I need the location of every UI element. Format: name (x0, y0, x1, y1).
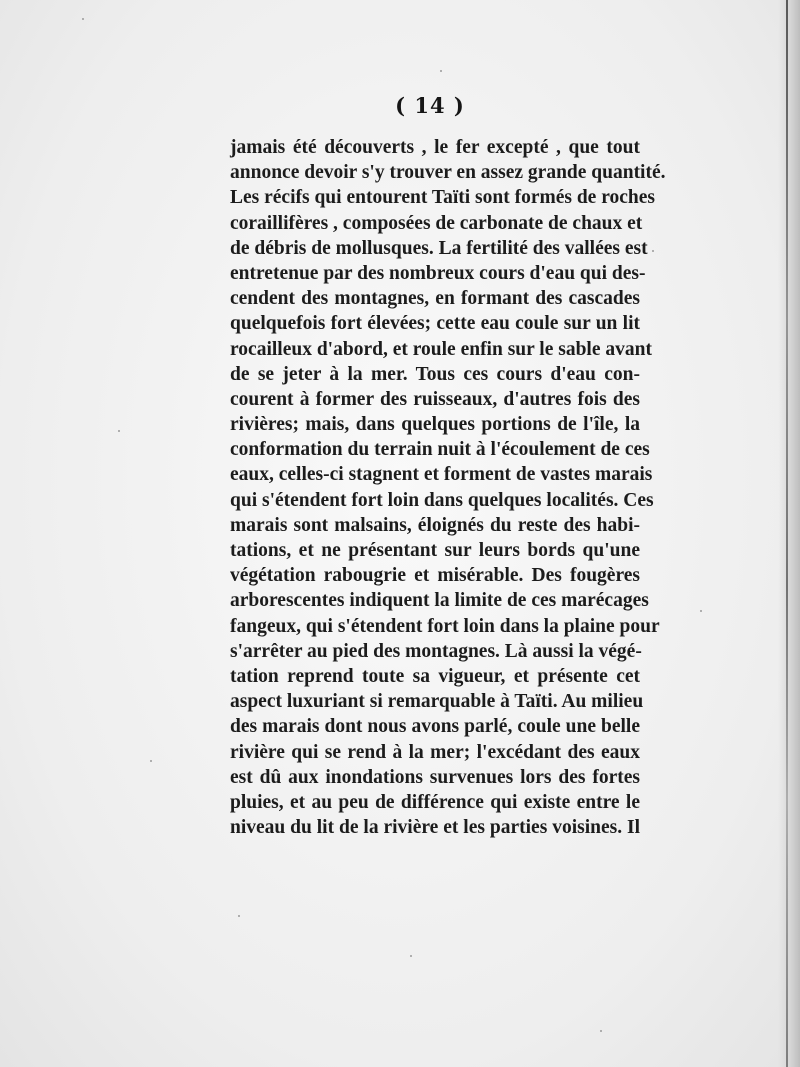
text-line: arborescentes indiquent la limite de ces marécages (230, 590, 649, 612)
text-line: conformation du terrain nuit à l'écoulement de ces (230, 439, 650, 461)
text-line: est dû aux inondations survenues lors des fortes (230, 766, 640, 788)
text-line: entretenue par des nombreux cours d'eau qui des- (230, 262, 646, 284)
paper-speck (118, 430, 120, 432)
text-line: s'arrêter au pied des montagnes. Là aussi la végé- (230, 640, 642, 662)
text-line: fangeux, qui s'étendent fort loin dans la plaine pour (230, 615, 660, 637)
paper-speck (150, 760, 152, 762)
binding-edge-line (786, 0, 788, 1067)
text-line: rivière qui se rend à la mer; l'excédant des eaux (230, 741, 640, 763)
text-line: jamais été découverts , le fer excepté , que tout (230, 137, 640, 158)
paper-speck (652, 250, 654, 252)
text-line: rocailleux d'abord, et roule enfin sur le sable avant (230, 338, 652, 360)
text-line: niveau du lit de la rivière et les parties voisines. Il (230, 817, 640, 839)
text-line: cendent des montagnes, en formant des cascades (230, 288, 640, 310)
text-line: de se jeter à la mer. Tous ces cours d'eau con- (230, 363, 640, 385)
text-line: quelquefois fort élevées; cette eau coule sur un lit (230, 313, 640, 335)
page-number: ( 14 ) (395, 93, 465, 118)
text-line: végétation rabougrie et misérable. Des fougères (230, 565, 640, 587)
text-line: tations, et ne présentant sur leurs bords qu'une (230, 540, 640, 561)
text-line: qui s'étendent fort loin dans quelques localités. Ces (230, 489, 654, 511)
text-line: courent à former des ruisseaux, d'autres fois des (230, 388, 640, 410)
text-line: des marais dont nous avons parlé, coule une belle (230, 716, 640, 738)
text-line: tation reprend toute sa vigueur, et présente cet (230, 665, 640, 687)
page-edge-shadow (778, 0, 800, 1067)
text-line: eaux, celles-ci stagnent et forment de vastes marais (230, 464, 653, 486)
paper-speck (410, 955, 412, 957)
text-line: pluies, et au peu de différence qui existe entre le (230, 791, 640, 813)
paper-speck (82, 18, 84, 20)
text-line: marais sont malsains, éloignés du reste des habi- (230, 514, 640, 536)
body-text (230, 135, 666, 840)
paper-speck (440, 70, 442, 72)
paper-speck (700, 610, 702, 612)
text-line: Les récifs qui entourent Taïti sont formés de roches (230, 187, 656, 209)
text-line: annonce devoir s'y trouver en assez grande quantité. (230, 162, 666, 184)
text-line: aspect luxuriant si remarquable à Taïti. Au milieu (230, 691, 644, 713)
text-line: coraillifères , composées de carbonate de chaux et (230, 212, 643, 234)
text-line: de débris de mollusques. La fertilité des vallées est (230, 237, 648, 259)
paper-speck (238, 915, 240, 917)
text-line: rivières; mais, dans quelques portions de l'île, la (230, 414, 640, 436)
paper-speck (600, 1030, 602, 1032)
